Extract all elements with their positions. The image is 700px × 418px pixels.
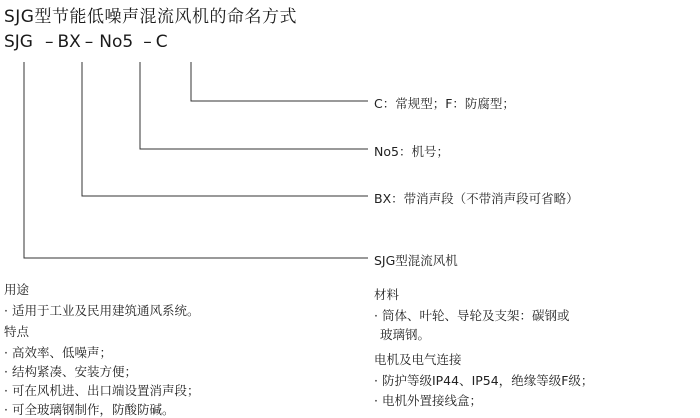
model-dash-2: – — [84, 32, 94, 52]
usage-heading: 用途 — [4, 282, 30, 297]
model-seg-silencer: BX — [57, 32, 81, 52]
motor-heading: 电机及电气连接 — [374, 352, 462, 367]
model-seg-number: No5 — [99, 32, 134, 52]
branch-label-series: SJG型混流风机 — [374, 253, 458, 268]
materials-item: · 筒体、叶轮、导轮及支架：碳钢或 — [374, 308, 570, 323]
branch-label-type: C：常规型；F：防腐型； — [374, 96, 515, 111]
features-heading: 特点 — [4, 324, 30, 339]
connector-silencer — [82, 62, 368, 196]
model-seg-series: SJG — [4, 32, 33, 52]
feature-item: · 高效率、低噪声； — [4, 345, 112, 360]
branch-label-silencer: BX：带消声段（不带消声段可省略） — [374, 191, 579, 206]
materials-item-cont: 玻璃钢。 — [380, 327, 431, 342]
model-dash-1: – — [44, 32, 54, 52]
model-code — [4, 32, 168, 52]
model-dash-3: – — [143, 32, 152, 52]
model-seg-type: C — [155, 32, 168, 52]
feature-item: · 可全玻璃钢制作，防酸防碱。 — [4, 402, 175, 417]
feature-item: · 结构紧凑、安装方便； — [4, 364, 137, 379]
materials-heading: 材料 — [374, 287, 400, 302]
branch-label-number: No5：机号； — [374, 144, 449, 159]
connector-type — [191, 62, 368, 101]
motor-item: · 防护等级IP44、IP54，绝缘等级F级； — [374, 373, 594, 388]
connector-number — [140, 62, 368, 149]
connector-series — [24, 62, 368, 258]
page-title: SJG型节能低噪声混流风机的命名方式 — [4, 7, 297, 27]
usage-item: · 适用于工业及民用建筑通风系统。 — [4, 303, 200, 318]
motor-item: · 电机外置接线盒； — [374, 393, 482, 408]
feature-item: · 可在风机进、出口端设置消声段； — [4, 383, 200, 398]
